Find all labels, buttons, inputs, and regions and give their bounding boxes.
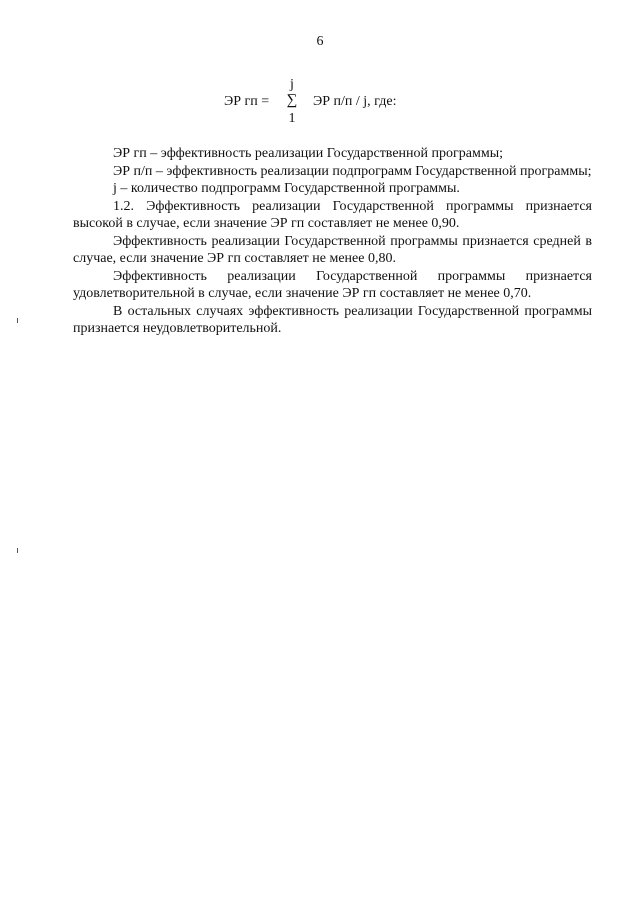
sigma-symbol: ∑ [286,92,298,108]
formula-lhs: ЭР гп = [224,94,270,109]
definition-er-pp: ЭР п/п – эффективность реализации подпрограмм Государственной программы; [113,163,592,179]
scan-mark-upper [17,318,18,323]
document-body [73,145,592,338]
paragraph-satisfactory-efficiency: Эффективность реализации Государственной программы признается удовлетворительной в случае, если значение ЭР гп составляет не менее 0,70. [73,268,592,301]
scan-mark-lower [17,548,18,553]
definition-j: j – количество подпрограмм Государственной программы. [113,181,460,196]
definition-er-gp: ЭР гп – эффективность реализации Государственной программы; [113,146,503,161]
paragraph-medium-efficiency: Эффективность реализации Государственной программы признается средней в случае, если значение ЭР гп составляет не менее 0,80. [73,233,592,266]
paragraph-unsatisfactory-efficiency: В остальных случаях эффективность реализации Государственной программы признается неудовлетворительной. [73,303,592,336]
sum-lower-limit: 1 [288,111,296,126]
page-number: 6 [316,34,324,49]
paragraph-high-efficiency: 1.2. Эффективность реализации Государственной программы признается высокой в случае, если значение ЭР гп составляет не менее 0,90. [73,198,592,231]
sum-upper-limit: j [290,77,294,92]
formula [0,78,640,130]
formula-rhs: ЭР п/п / j, где: [313,94,397,109]
